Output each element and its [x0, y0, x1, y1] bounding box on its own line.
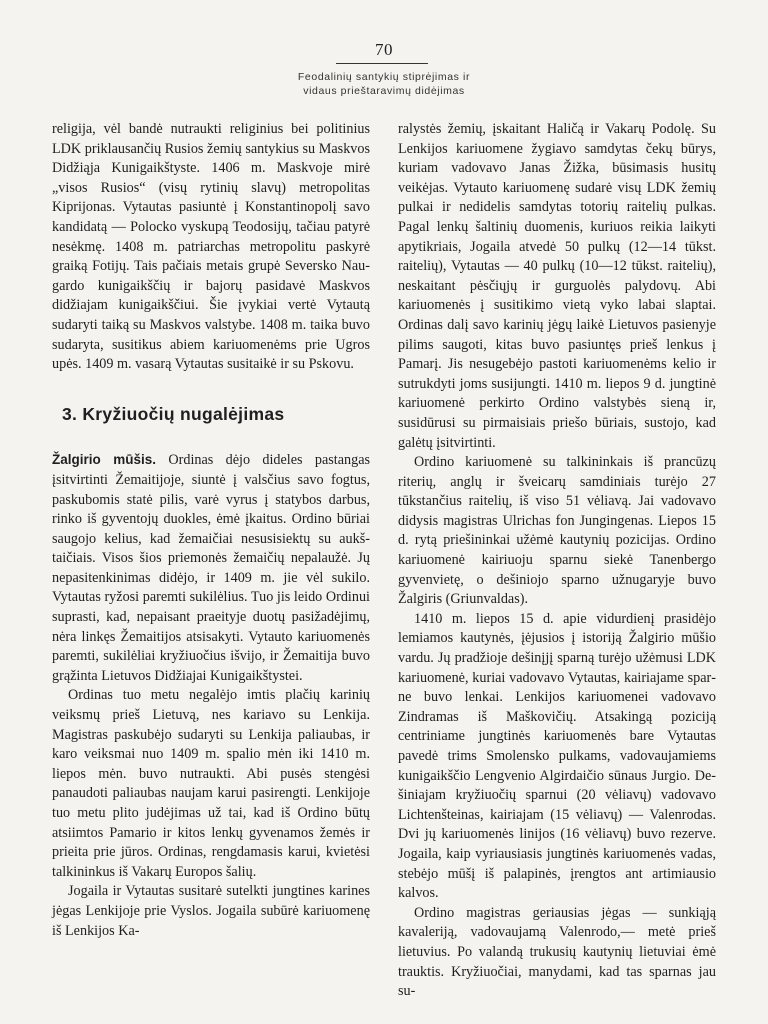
- running-head-line-1: Feodalinių santykių stiprėjimas ir: [297, 71, 471, 83]
- paragraph-with-run-in: [52, 450, 370, 686]
- paragraph: Jogaila ir Vytautas susitarė sutelkti jungtines karines jėgas Lenkijoje prie Vyslos. Jogaila subūrė kariuomenę iš Lenkijos Ka-: [52, 883, 370, 939]
- paragraph: religija, vėl bandė nutraukti religinius bei politinius LDK priklausančių Rusios žemių santykius su Maskvos Didžiąja Kunigaikštyste. 1406 m. Maskvoje mirė „visos Rusios“ (visų rytinių slavų) metropolitas Kiprijonas. Vytautas pasiuntė į Konstantinopolį savo kandidatą — Polocko vyskupą Teodosijų, tačiau patyrė nesėkmę. 1408 m. patriarchas metropolitu paskyrė graiką Fotijų. Tais pačiais metais grupė Seversko Naugardo kunigaikščių ir bajorų pasidavė Maskvos didžiajam kunigaikščiui. Šie įvykiai vertė Vytautą sudaryti taiką su Maskvos valstybe. 1408 m. taika buvo sudaryta, susitikus abiem kariuomenėms prie Ugros upės. 1409 m. vasarą Vytautas susitaikė ir su Pskovu.: [52, 121, 370, 373]
- paragraph: ralystės žemių, įskaitant Haličą ir Vakarų Podolę. Su Lenkijos kariuomene žygiavo samdytas čekų būrys, kuriam vadovavo Janas Žižka, būsimasis husitų veikėjas. Vytauto kariuomenę sudarė visų LDK žemių pulkai ir nedidelis samdytas totorių raitelių pulkas. Pagal lenkų šaltinių duomenis, kuriuos reikia laikyti apytikriais, Jogaila atvedė 50 pulkų (12—14 tūkst. raitelių), Vytautas — 40 pulkų (10—12 tūkst. raitelių), neskaitant pėsčiųjų ir gurguolės palydovų. Abi kariuomenės į susitikimo vietą vyko labai slaptai. Ordinas dalį savo karinių jėgų laikė Lietuvos pasienyje pilims saugoti, kitas buvo pasiuntęs prieš lenkus į Pamarį. Jis nesugebėjo pastoti kariuomenėms kelio ir sutrukdyti joms susijungti. 1410 m. liepos 9 d. jungtinė kariuomenė perkirto Ordino valstybės sieną ir, susidūrusi su pirmaisiais priešo būriais, sustojo, kad galėtų įsitvirtinti.: [398, 121, 716, 451]
- run-in-title: Žalgirio mūšis.: [52, 452, 157, 468]
- running-head-line-2: vidaus prieštaravimų didėjimas: [303, 85, 465, 97]
- paragraph-text: Ordinas dėjo dideles pastangas įsitvirtinti Žemaitijoje, siuntė į valsčius savo fogtus, paskubomis statė pilis, varė vyrus į statybos darbus, rinko iš gyventojų duokles, ėmė įkaitus. Ordino būriai saugojo kelius, kad žemaičiai nesusisiektų su aukštaičiais. Visos šios priemonės žemaičių nepalaužė. Jų nepasitenkinimas didėjo, ir 1409 m. jie vėl sukilo. Vytautas ryžosi paremti sukilėlius. Tuo jis leido Ordinui suprasti, kad, nepaisant praeityje duotų pasižadėjimų, nėra linkęs Žemaitijos atsisakyti. Vytauto kariuomenės paremti, sukilėliai kryžiuočius išvijo, ir Žemaitija buvo grąžinta Lietuvos Didžiajai Kunigaikštystei.: [52, 452, 371, 684]
- running-head: [0, 70, 768, 98]
- paragraph: Ordino kariuomenė su talkininkais iš prancūzų riterių, anglų ir šveicarų samdiniais turėjo 27 tūkstančius raitelių, iš viso 51 vėliavą. Jai vadovavo didysis magistras Ulrichas fon Jungingenas. Liepos 15 d. rytą priešininkai užėmė kautynių pozicijas. Ordino kariuomenė kairiuoju sparnu siekė Tanenbergo gyvenvietę, o dešiniojo sparno užnugaryje buvo Žalgiris (Griunvaldas).: [398, 454, 716, 608]
- paragraph: Ordino magistras geriausias jėgas — sunkiąją kavaleriją, vadovaujamą Valenrodo,— metė prieš lietuvius. Po valandą trukusių kautynių lietuviai ėmė trauktis. Kryžiuočiai, manydami, kad tas sparnas jau su-: [398, 904, 716, 1000]
- left-column: [52, 120, 370, 941]
- header-rule: [336, 63, 428, 64]
- right-column: [398, 120, 716, 1002]
- paragraph: 1410 m. liepos 15 d. apie vidurdienį prasidėjo lemiamos kautynės, įėjusios į istoriją Žalgirio mūšio vardu. Jų pradžioje dešinįjį sparną turėjo užėmusi LDK kariuomenė, kuriai vadovavo Vytautas, kairiajame sparne buvo lenkai. Lenkijos kariuomenei vadovavo Zindramas iš Maškovičių. Atsakingą poziciją centriniame jungtinės kariuomenės bare Vytautas pavedė trims Smolensko pulkams, vadovaujamiems kunigaikščio Lengvenio Algirdaičio sūnaus Jurgio. Dešiniajam kryžiuočių sparnui (20 vėliavų) vadovavo Lichtenšteinas, kairiajam (15 vėliavų) — Valenrodas. Dvi jų kariuomenės linijos (16 vėliavų) buvo rezerve. Jogaila, kaip vyriausiasis jungtinės kariuomenės vadas, stebėjo mūšį iš palapinės, įrengtos ant artimiausio kalvos.: [398, 610, 716, 902]
- section-heading: 3. Kryžiuočių nugalėjimas: [62, 403, 285, 424]
- paragraph: Ordinas tuo metu negalėjo imtis plačių karinių veiksmų prieš Lietuvą, nes kariavo su Lenkija. Magistras paskubėjo sudaryti su Lenkija paliaubas, ir karo veiksmai nuo 1409 m. spalio mėn iki 1410 m. liepos mėn. buvo nutraukti. Abi pusės stengėsi panaudoti paliaubas naujam karui pasirengti. Lenkijoje tuo metu plito judėjimas už tai, kad iš Ordino būtų atsiimtos Pamario ir kitos lenkų gyvenamos žemės ir prieita prie jūros. Ordinas, rengdamasis karui, kvietėsi talkininkus iš Vakarų Europos šalių.: [52, 687, 370, 880]
- page-number: 70: [375, 40, 393, 59]
